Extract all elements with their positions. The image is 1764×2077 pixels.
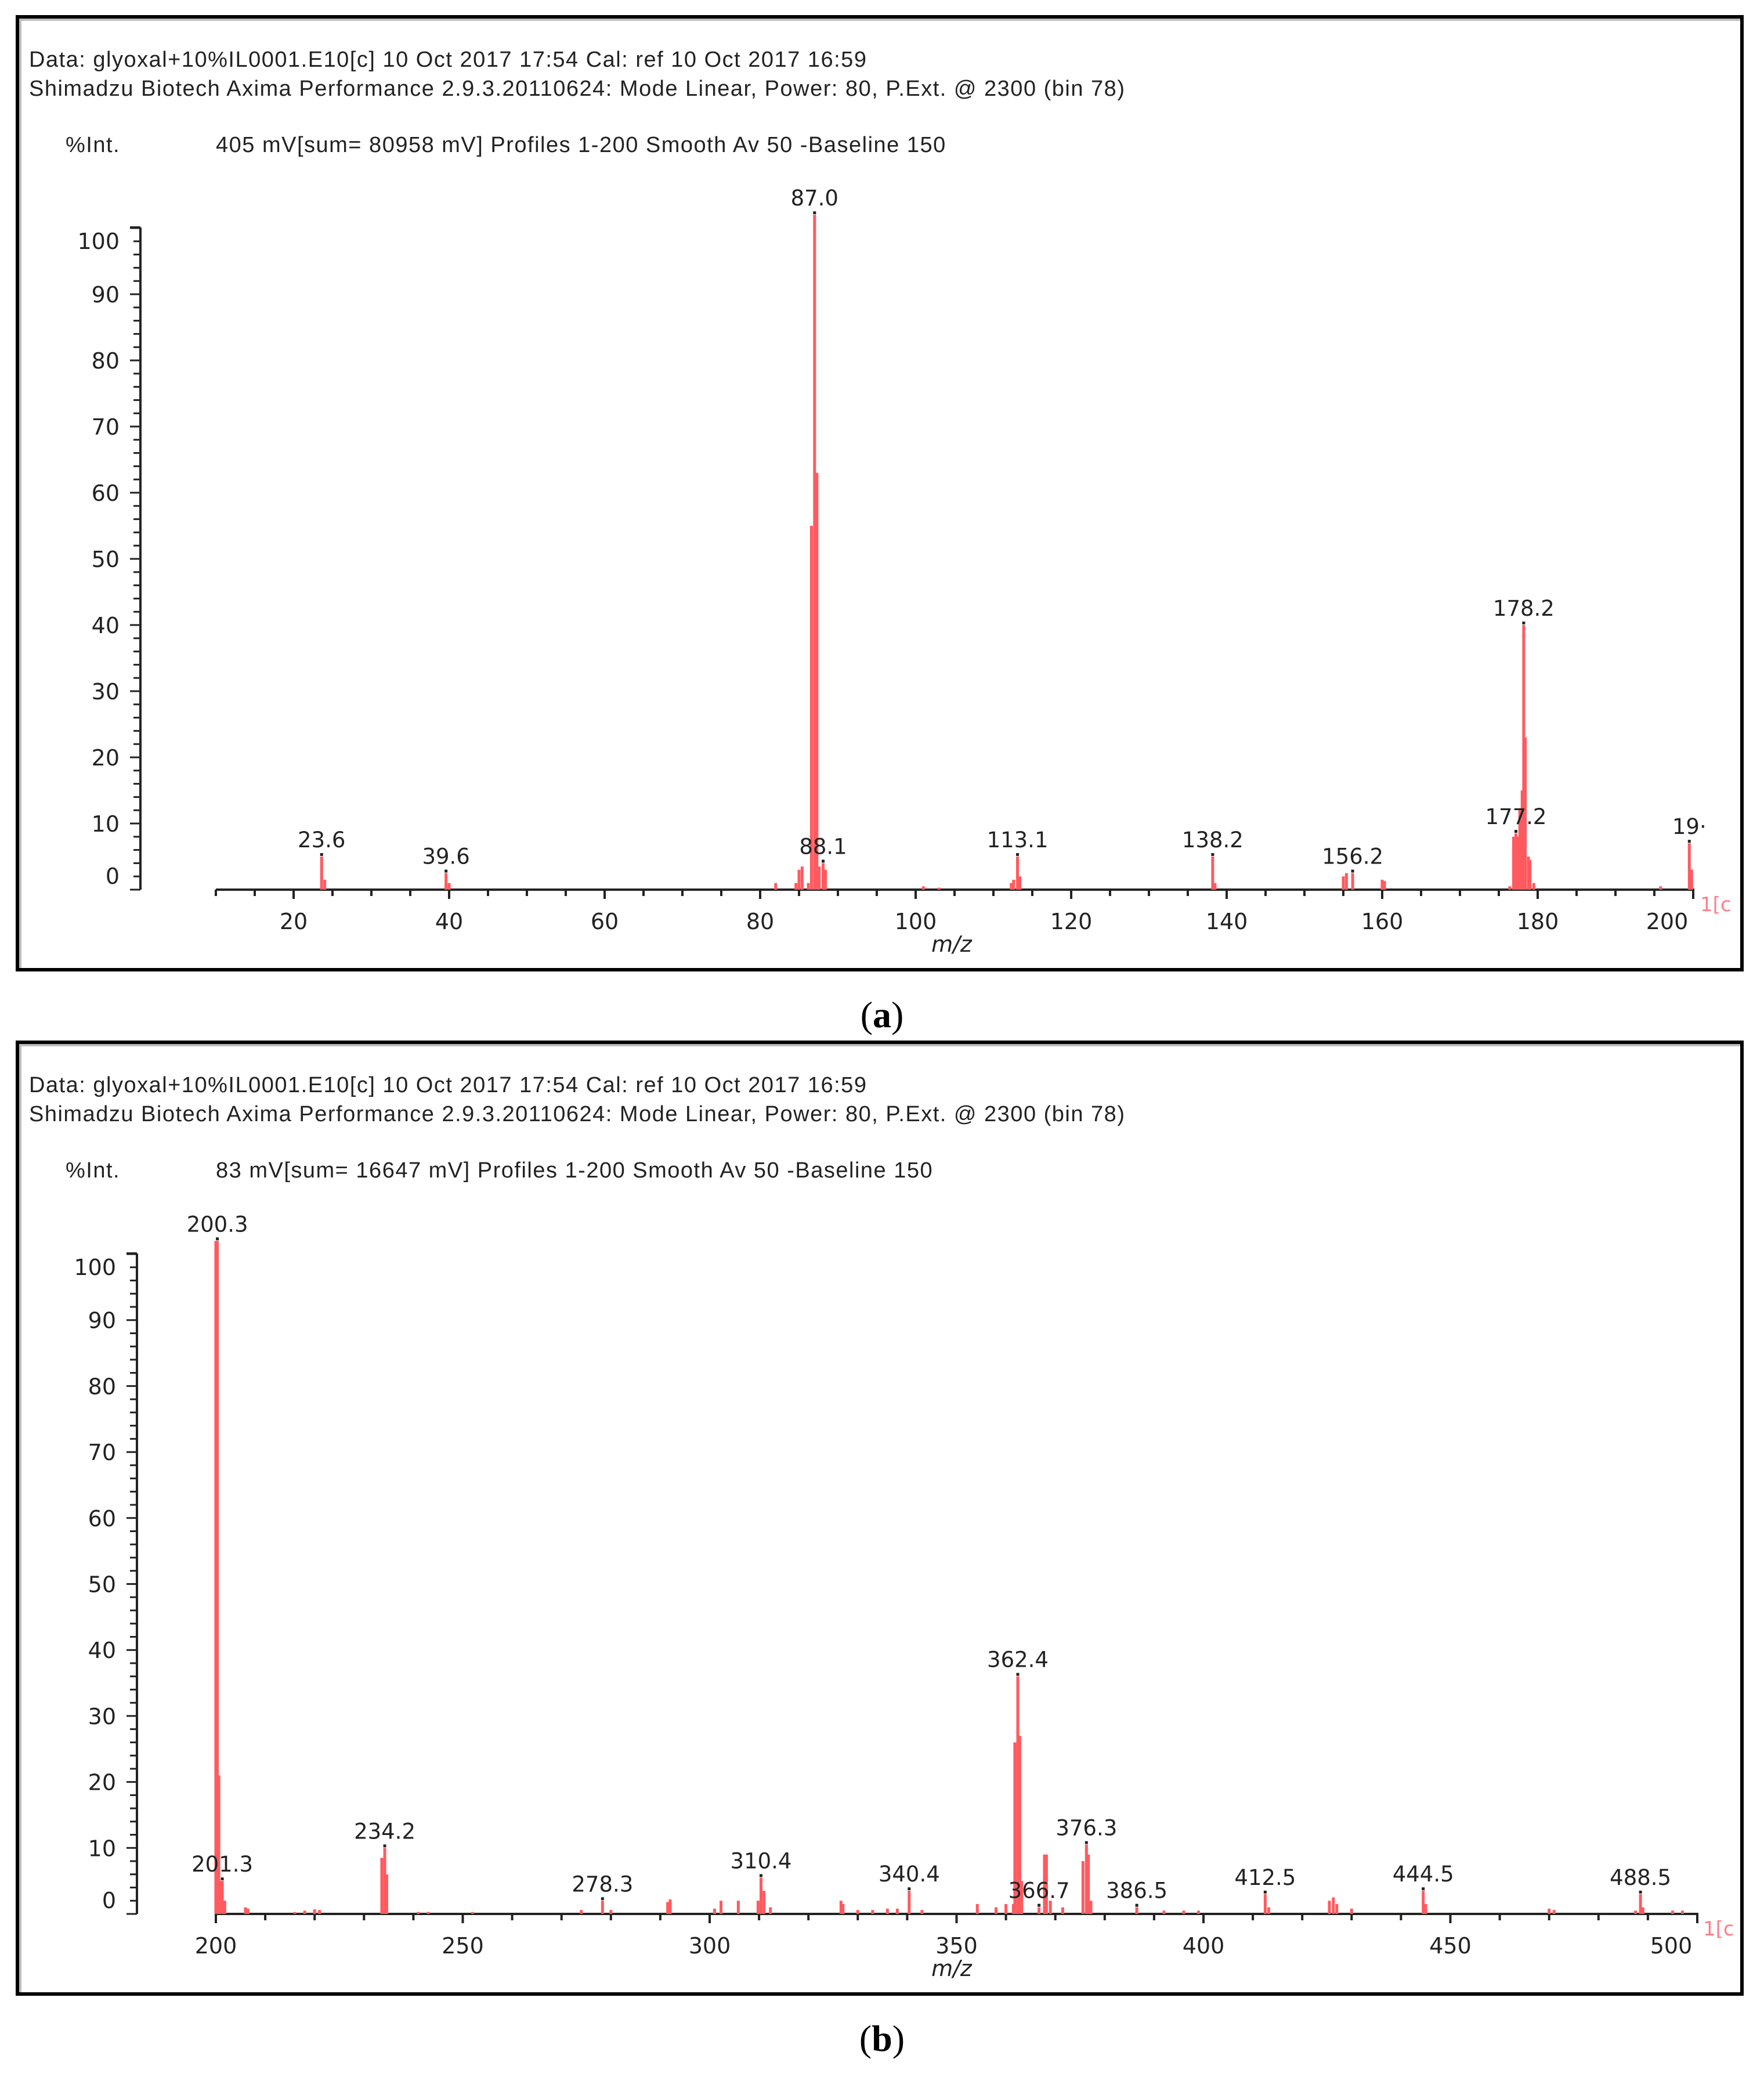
trace-label: 1[c [1700, 893, 1732, 916]
peak-marker [444, 870, 447, 873]
y-tick-label: 60 [88, 1505, 116, 1531]
spectrum-peak [856, 1910, 859, 1914]
peak-label: 366.7 [1008, 1878, 1070, 1903]
spectrum-peak [1197, 1910, 1200, 1914]
spectrum-peak [1082, 1861, 1085, 1914]
spectrum-peak [1424, 1904, 1427, 1914]
x-tick-label: 180 [1516, 909, 1559, 934]
intensity-info-b: 83 mV[sum= 16647 mV] Profiles 1-200 Smooth Av 50 -Baseline 150 [216, 1158, 934, 1183]
peak-label: 234.2 [354, 1819, 416, 1844]
peak-marker [908, 1887, 910, 1890]
header-instrument-line-a: Shimadzu Biotech Axima Performance 2.9.3.20110624: Mode Linear, Power: 80, P.Ext. @ 2300 (bin 78) [29, 77, 1126, 101]
y-tick-label: 30 [88, 1703, 116, 1729]
peak-label: 19· [1672, 814, 1707, 840]
spectrum-peak [737, 1901, 740, 1914]
spectrum-peak [318, 1910, 321, 1914]
peak-label: 177.2 [1485, 804, 1547, 830]
spectrum-peak [762, 1891, 765, 1914]
y-tick-label: 0 [102, 1888, 116, 1913]
x-tick-label: 500 [1650, 1933, 1693, 1959]
header-data-line-b: Data: glyoxal+10%IL0001.E10[c] 10 Oct 2017 17:54 Cal: ref 10 Oct 2017 16:59 [29, 1073, 867, 1097]
spectrum-peak [1004, 1904, 1007, 1914]
spectrum-peak [294, 1912, 297, 1914]
spectrum-peak [1690, 870, 1693, 890]
spectrum-peak [1213, 883, 1216, 890]
spectrum-peak [1350, 1909, 1353, 1914]
spectrum-peak [1634, 1910, 1637, 1914]
peak-marker [216, 1237, 219, 1240]
spectrum-peak [920, 1910, 923, 1914]
spectrum-peak [426, 1912, 429, 1914]
peak-marker [1351, 870, 1354, 873]
spectrum-peak [1162, 1910, 1165, 1914]
peak-marker [1136, 1904, 1138, 1907]
spectrum-peak [417, 1912, 420, 1914]
x-tick-label: 40 [435, 909, 464, 934]
spectrum-plot-b [74, 1212, 1734, 1981]
spectrum-peak [1038, 1908, 1040, 1914]
spectrum-peak [1018, 876, 1021, 890]
peak-marker [221, 1877, 224, 1880]
spectrum-peak [1553, 1910, 1556, 1914]
y-tick-label: 40 [91, 613, 120, 638]
x-tick-label: 20 [279, 909, 308, 934]
spectrum-peak [774, 883, 777, 890]
peak-marker [1522, 622, 1525, 624]
spectrum-peak [247, 1909, 250, 1914]
x-tick-label: 450 [1429, 1933, 1472, 1959]
caption-b: (b) [859, 2018, 905, 2059]
spectrum-peak [1659, 886, 1662, 890]
x-tick-label: 400 [1182, 1933, 1225, 1959]
spectrum-peak [824, 870, 827, 890]
peak-marker [822, 859, 825, 862]
spectrum-peak [815, 473, 818, 890]
spectrum-peak [1422, 1891, 1425, 1914]
peak-marker [601, 1897, 604, 1900]
spectrum-peak [471, 1912, 474, 1914]
spectrum-peak [1548, 1909, 1550, 1914]
spectrum-peak [794, 883, 797, 890]
spectrum-peak [609, 1910, 612, 1914]
spectrum-peak [1681, 1910, 1684, 1914]
x-tick-label: 250 [442, 1933, 484, 1959]
x-tick-label: 100 [894, 909, 937, 934]
peak-marker [1017, 1673, 1020, 1676]
peak-marker [1422, 1887, 1425, 1890]
x-tick-label: 60 [590, 909, 619, 934]
spectrum-peak [580, 1910, 583, 1914]
spectrum-peak [1383, 881, 1386, 890]
peak-label: 340.4 [878, 1862, 940, 1887]
header-instrument-line-b: Shimadzu Biotech Axima Performance 2.9.3.20110624: Mode Linear, Power: 80, P.Ext. @ 2300 (bin 78) [29, 1102, 1126, 1126]
y-tick-label: 50 [88, 1572, 116, 1598]
spectrum-peak [1639, 1894, 1642, 1914]
spectrum-peak [1332, 1898, 1335, 1914]
spectrum-peak [303, 1910, 306, 1914]
spectrum-peak [807, 883, 810, 890]
y-tick-label: 80 [88, 1374, 116, 1400]
peak-marker [1639, 1891, 1642, 1894]
x-tick-label: 200 [1646, 909, 1689, 934]
y-tick-label: 10 [88, 1836, 116, 1862]
peak-label: 310.4 [730, 1848, 792, 1874]
peak-label: 113.1 [986, 828, 1049, 853]
spectrum-peak [448, 883, 451, 890]
y-tick-label: 40 [88, 1638, 116, 1664]
spectrum-peak [1508, 886, 1511, 890]
spectrum-peak [1671, 1910, 1674, 1914]
x-axis-label: m/z [931, 1956, 972, 1981]
spectrum-peak [757, 1901, 760, 1914]
caption-a: (a) [860, 994, 904, 1035]
spectrum-peak [886, 1909, 889, 1914]
spectrum-peak [221, 1881, 224, 1914]
x-tick-label: 120 [1050, 909, 1093, 934]
peak-label: 278.3 [572, 1872, 634, 1897]
spectrum-peak [666, 1902, 669, 1914]
peak-marker [1016, 853, 1019, 856]
y-tick-label: 20 [88, 1769, 116, 1796]
peak-label: 39.6 [422, 844, 470, 869]
y-tick-label: 30 [91, 679, 120, 705]
peak-marker [1038, 1904, 1040, 1907]
peak-label: 138.2 [1181, 828, 1244, 853]
spectrum-peak [1182, 1910, 1185, 1914]
y-tick-label: 80 [91, 348, 120, 374]
spectrum-peak [444, 873, 447, 890]
peak-label: 488.5 [1610, 1865, 1672, 1890]
spectrum-peak [713, 1909, 716, 1914]
y-tick-label: 100 [77, 229, 120, 254]
peak-marker [813, 211, 816, 214]
spectrum-peak [818, 866, 820, 890]
spectrum-peak [1089, 1901, 1092, 1914]
spectrum-peak [1345, 873, 1348, 890]
spectrum-peak [1267, 1908, 1270, 1914]
peak-label: 178.2 [1492, 596, 1555, 621]
y-axis-title-a: %Int. [66, 133, 121, 157]
spectrum-peak [801, 866, 804, 890]
y-axis-title-b: %Int. [66, 1158, 121, 1183]
x-axis-label: m/z [931, 931, 972, 957]
peak-marker [384, 1844, 386, 1847]
x-tick-label: 300 [688, 1933, 731, 1959]
x-tick-label: 140 [1205, 909, 1248, 934]
peak-label: 444.5 [1392, 1862, 1454, 1887]
y-tick-label: 90 [91, 282, 120, 308]
spectrum-peak [313, 1909, 316, 1914]
spectrum-peak [385, 1874, 388, 1914]
spectrum-peak [976, 1904, 979, 1914]
y-tick-label: 70 [91, 414, 120, 440]
y-tick-label: 70 [88, 1440, 116, 1466]
spectrum-peak [908, 1891, 910, 1914]
spectrum-peak [380, 1858, 383, 1914]
header-data-line-a: Data: glyoxal+10%IL0001.E10[c] 10 Oct 2017 17:54 Cal: ref 10 Oct 2017 16:59 [29, 48, 867, 72]
spectrum-peak [1136, 1908, 1138, 1914]
y-tick-label: 60 [91, 481, 120, 506]
x-tick-label: 80 [746, 909, 775, 934]
spectrum-peak [1532, 883, 1535, 890]
spectrum-peak [244, 1908, 247, 1914]
peak-marker [760, 1874, 762, 1877]
spectrum-peak [1012, 880, 1015, 890]
spectrum-peak [1061, 1908, 1064, 1914]
y-tick-label: 10 [91, 811, 120, 837]
spectrum-peak [1642, 1908, 1644, 1914]
spectrum-peak [769, 1908, 772, 1914]
peak-label: 200.3 [186, 1212, 248, 1237]
spectrum-peak [1087, 1855, 1090, 1914]
y-tick-label: 50 [91, 547, 120, 572]
spectrum-peak [1528, 860, 1531, 890]
spectrum-peak [1328, 1901, 1331, 1914]
spectrum-peak [841, 1904, 844, 1914]
peak-marker [1085, 1841, 1088, 1844]
peak-label: 376.3 [1055, 1815, 1118, 1841]
spectrum-peak [601, 1901, 604, 1914]
x-tick-label: 350 [935, 1933, 978, 1959]
peak-marker [1264, 1891, 1267, 1894]
peak-marker [1211, 853, 1214, 856]
peak-label: 362.4 [987, 1647, 1049, 1673]
spectrum-peak [320, 857, 323, 890]
spectrum-peak [323, 880, 326, 890]
peak-marker [1514, 830, 1517, 833]
spectrum-peak [896, 1909, 899, 1914]
y-tick-label: 20 [91, 745, 120, 771]
spectrum-peak [922, 886, 925, 890]
spectrum-peak [668, 1899, 671, 1914]
spectrum-peak [1342, 876, 1345, 890]
trace-label: 1[c [1703, 1917, 1734, 1941]
y-tick-label: 0 [105, 864, 120, 889]
spectrum-peak [760, 1877, 762, 1914]
spectrum-plot-a [77, 186, 1731, 957]
peak-marker [1688, 840, 1691, 843]
x-tick-label: 200 [194, 1933, 237, 1959]
peak-label: 201.3 [191, 1852, 254, 1877]
y-tick-label: 100 [74, 1255, 116, 1280]
peak-label: 386.5 [1106, 1878, 1168, 1903]
spectrum-peak [798, 870, 801, 890]
spectrum-peak [1335, 1904, 1338, 1914]
spectrum-peak [938, 888, 941, 890]
peak-label: 156.2 [1322, 844, 1384, 869]
peak-marker [320, 853, 323, 856]
spectrum-peak [720, 1901, 722, 1914]
peak-label: 23.6 [298, 828, 346, 853]
spectrum-peak [1351, 873, 1354, 890]
intensity-info-a: 405 mV[sum= 80958 mV] Profiles 1-200 Smooth Av 50 -Baseline 150 [216, 133, 946, 157]
spectrum-peak [223, 1901, 226, 1914]
spectrum-peak [995, 1908, 997, 1914]
spectrum-peak [1264, 1894, 1267, 1914]
peak-label: 88.1 [799, 834, 847, 859]
y-tick-label: 90 [88, 1307, 116, 1334]
spectrum-peak [871, 1910, 874, 1914]
peak-label: 87.0 [790, 186, 838, 211]
peak-label: 412.5 [1234, 1865, 1296, 1890]
x-tick-label: 160 [1361, 909, 1404, 934]
